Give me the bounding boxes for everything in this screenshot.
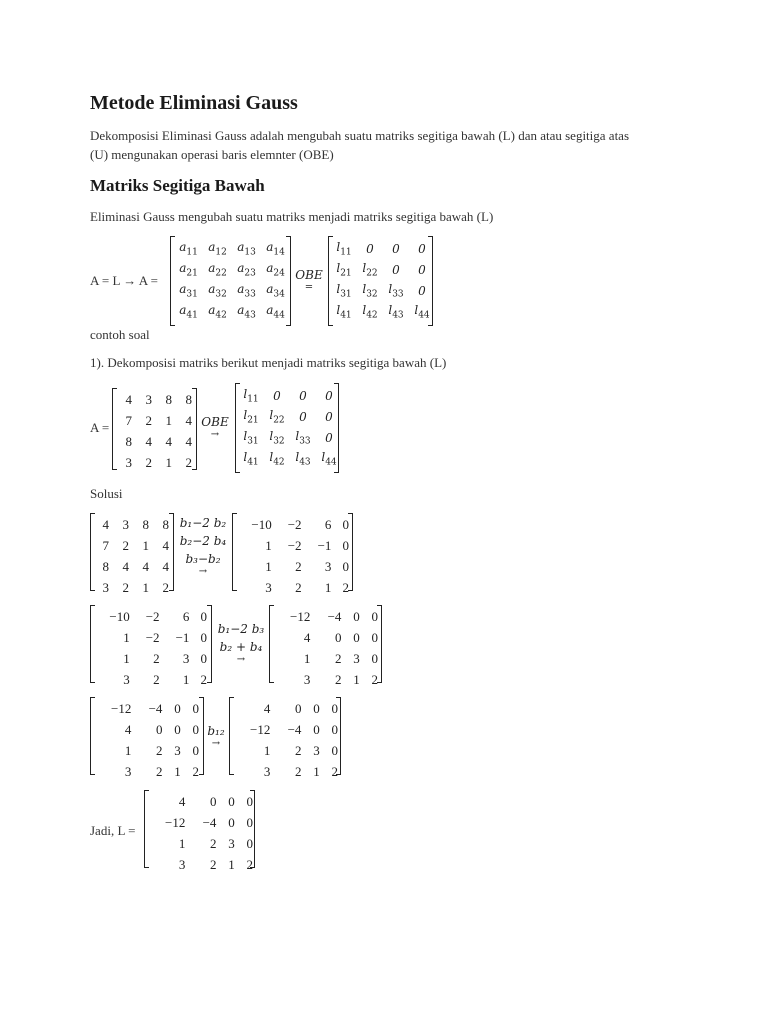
step3-result-right-bracket [336, 697, 341, 775]
intro-line-1: Dekomposisi Eliminasi Gauss adalah mengubah suatu matriks segitiga bawah (L) dan atau segitiga atas [90, 128, 630, 143]
matrix-cell: 8 [142, 516, 149, 532]
matrix-row [93, 606, 211, 627]
matrix-cell: 1 [142, 579, 149, 595]
matrix-row [232, 740, 342, 761]
matrix-cell: 1 [324, 579, 332, 595]
step3-result-matrix [232, 698, 342, 782]
matrix-cell: 1 [265, 558, 272, 574]
matrix-cell: −1 [175, 629, 190, 645]
matrix-cell: 0 [246, 835, 253, 851]
matrix-cell: 2 [294, 763, 302, 779]
step1-op-3: b₃−b₂ [185, 552, 221, 566]
matrix-cell: 2 [185, 454, 192, 470]
matrix-cell: 4 [162, 537, 169, 553]
matrix-row [147, 854, 257, 875]
matrix-cell: 1 [165, 412, 172, 428]
matrix-cell: 2 [145, 412, 152, 428]
matrix-cell: −4 [202, 814, 217, 830]
matrix-cell: 0 [331, 700, 338, 716]
step2-op-1: b₁−2 b₃ [217, 622, 265, 636]
matrix-cell: 2 [294, 742, 302, 758]
matrix-A-right-bracket [192, 388, 197, 470]
step1-left-matrix-right-bracket [169, 513, 174, 591]
matrix-row [93, 627, 211, 648]
matrix-cell: 2 [145, 454, 152, 470]
matrix-cell: 0 [371, 608, 378, 624]
matrix-cell: 3 [123, 671, 130, 687]
matrix-cell: −1 [317, 537, 332, 553]
equation-2-prefix: A = [90, 420, 110, 435]
step1-result-matrix [235, 514, 353, 598]
matrix-cell: 0 [246, 814, 253, 830]
matrix-cell: 2 [209, 856, 217, 872]
matrix-row [235, 577, 353, 598]
step2-op-2: b₂ + b₄ [219, 640, 263, 654]
jadi-label: Jadi, L = [90, 823, 136, 838]
matrix-cell: 0 [342, 558, 349, 574]
matrix-cell: 1 [182, 671, 190, 687]
matrix-cell: 0 [200, 629, 207, 645]
matrix-A [116, 389, 196, 473]
matrix-cell: 4 [124, 721, 132, 737]
matrix-cell: 2 [155, 763, 163, 779]
matrix-cell: 2 [342, 579, 349, 595]
solusi-label: Solusi [90, 486, 123, 501]
matrix-cell: 4 [303, 629, 311, 645]
obe-operator-1: OBE = [295, 268, 323, 293]
matrix-cell: 2 [122, 537, 129, 553]
matrix-cell: 4 [165, 433, 172, 449]
matrix-cell: −12 [111, 700, 132, 716]
matrix-cell: 0 [192, 700, 199, 716]
matrix-cell: 3 [124, 763, 132, 779]
matrix-cell: 1 [123, 650, 130, 666]
step2-result-matrix [272, 606, 382, 690]
matrix-cell: 1 [263, 742, 271, 758]
step3-source-matrix [93, 698, 203, 782]
matrix-cell: −10 [251, 516, 272, 532]
matrix-cell: 0 [313, 700, 320, 716]
matrix-cell: 3 [324, 558, 332, 574]
matrix-cell: 2 [334, 671, 342, 687]
matrix-cell: 1 [174, 763, 181, 779]
matrix-cell: 2 [155, 742, 163, 758]
matrix-cell: −12 [290, 608, 311, 624]
matrix-cell: 0 [192, 742, 199, 758]
matrix-cell: 3 [265, 579, 272, 595]
matrix-l-target: $l_{11}$ 0 0 0 $l_{21}$ $l_{22}$ 0 0 $l_{31}$ $l_{32}$ $l_{33}$ 0 $l_{41}$ $l_{42}$ $l_{43}$ $l_{44}$ [243, 386, 337, 468]
matrix-cell: 6 [324, 516, 332, 532]
matrix-cell: 4 [185, 433, 192, 449]
matrix-cell: 8 [102, 558, 109, 574]
matrix-cell: 8 [185, 391, 192, 407]
matrix-row [93, 535, 173, 556]
matrix-cell: 0 [228, 814, 235, 830]
matrix-row [232, 719, 342, 740]
matrix-cell: 2 [295, 579, 302, 595]
matrix-cell: 4 [142, 558, 149, 574]
matrix-cell: 1 [303, 650, 311, 666]
matrix-cell: 4 [145, 433, 152, 449]
matrix-row [147, 833, 257, 854]
matrix-cell: 4 [122, 558, 129, 574]
step3-operations: b₁₂ → [204, 722, 228, 748]
matrix-row [93, 648, 211, 669]
matrix-cell: −12 [250, 721, 271, 737]
matrix-cell: 8 [162, 516, 169, 532]
equation-1-prefix: A = L → A = [90, 273, 158, 288]
matrix-cell: 1 [228, 856, 235, 872]
matrix-cell: 3 [122, 516, 129, 532]
matrix-cell: 6 [182, 608, 190, 624]
matrix-cell: 4 [102, 516, 109, 532]
matrix-cell: 0 [155, 721, 163, 737]
matrix-cell: 3 [145, 391, 152, 407]
matrix-cell: 0 [342, 516, 349, 532]
matrix-l2-right-bracket [334, 383, 339, 473]
matrix-cell: 2 [209, 835, 217, 851]
matrix-cell: 4 [263, 700, 271, 716]
matrix-cell: 2 [246, 856, 253, 872]
matrix-cell: 2 [334, 650, 342, 666]
matrix-cell: 0 [209, 793, 217, 809]
step1-source-matrix [93, 514, 173, 598]
step3-op-1: b₁₂ [207, 724, 225, 738]
matrix-row [235, 556, 353, 577]
matrix-cell: 0 [294, 700, 302, 716]
matrix-l-general: $l_{11}$ 0 0 0 $l_{21}$ $l_{22}$ 0 0 $l_{31}$ $l_{32}$ $l_{33}$ 0 $l_{41}$ $l_{42}$ $l_{43}$ $l_{44}$ [336, 239, 430, 321]
matrix-cell: 1 [353, 671, 360, 687]
matrix-row [232, 698, 342, 719]
matrix-cell: 0 [174, 700, 181, 716]
problem-statement: 1). Dekomposisi matriks berikut menjadi matriks segitiga bawah (L) [90, 355, 447, 370]
matrix-row [272, 627, 382, 648]
matrix-cell: −2 [145, 608, 160, 624]
matrix-a-general: $a_{11}$ $a_{12}$ $a_{13}$ $a_{14}$ $a_{21}$ $a_{22}$ $a_{23}$ $a_{24}$ $a_{31}$ $a_{32}$ $a_{33}$ $a_{34}$ $a_{41}$ $a_{42}$ $a_{43}$ $a_{44}$ [179, 239, 285, 321]
matrix-row [116, 452, 196, 473]
step2-source-right-bracket [207, 605, 212, 683]
matrix-cell: 0 [228, 793, 235, 809]
matrix-cell: 3 [303, 671, 311, 687]
final-matrix-L [147, 791, 257, 875]
matrix-cell: 0 [246, 793, 253, 809]
matrix-cell: 2 [122, 579, 129, 595]
matrix-cell: 1 [265, 537, 272, 553]
matrix-cell: −4 [327, 608, 342, 624]
step1-op-1: b₁−2 b₂ [179, 516, 227, 530]
page-title: Metode Eliminasi Gauss [90, 92, 298, 114]
matrix-cell: 0 [371, 629, 378, 645]
matrix-cell: 0 [353, 629, 360, 645]
matrix-cell: −2 [287, 516, 302, 532]
matrix-cell: −2 [287, 537, 302, 553]
matrix-row [232, 761, 342, 782]
matrix-cell: 2 [162, 579, 169, 595]
matrix-cell: 2 [200, 671, 207, 687]
matrix-cell: −2 [145, 629, 160, 645]
matrix-cell: 2 [295, 558, 302, 574]
matrix-cell: 3 [178, 856, 186, 872]
matrix-cell: 1 [123, 629, 130, 645]
matrix-row [93, 761, 203, 782]
matrix-cell: 0 [331, 742, 338, 758]
matrix-cell: 4 [162, 558, 169, 574]
matrix-cell: 3 [263, 763, 271, 779]
matrix-row [272, 669, 382, 690]
matrix-cell: 2 [153, 671, 160, 687]
matrix-row [93, 740, 203, 761]
matrix-cell: 0 [353, 608, 360, 624]
section-description: Eliminasi Gauss mengubah suatu matriks menjadi matriks segitiga bawah (L) [90, 209, 494, 224]
matrix-cell: 1 [142, 537, 149, 553]
matrix-cell: 0 [192, 721, 199, 737]
matrix-cell: −12 [165, 814, 186, 830]
matrix-cell: 3 [182, 650, 190, 666]
step2-source-matrix [93, 606, 211, 690]
final-right-bracket [250, 790, 255, 868]
matrix-cell: 0 [313, 721, 320, 737]
matrix-row [116, 431, 196, 452]
matrix-cell: 7 [125, 412, 132, 428]
matrix-cell: 3 [125, 454, 132, 470]
matrix-row [93, 698, 203, 719]
matrix-cell: 1 [313, 763, 320, 779]
matrix-cell: 4 [125, 391, 132, 407]
matrix-cell: 1 [124, 742, 132, 758]
obe-label-2: OBE [201, 415, 229, 429]
matrix-cell: 0 [174, 721, 181, 737]
matrix-cell: 4 [185, 412, 192, 428]
step2-operations: b₁−2 b₃ b₂ + b₄ → [214, 620, 268, 664]
matrix-row [93, 719, 203, 740]
matrix-cell: 3 [102, 579, 109, 595]
matrix-row [93, 669, 211, 690]
step2-result-right-bracket [377, 605, 382, 683]
matrix-cell: 0 [331, 721, 338, 737]
matrix-cell: 1 [178, 835, 186, 851]
matrix-row [235, 535, 353, 556]
matrix-cell: 0 [200, 608, 207, 624]
matrix-cell: 8 [165, 391, 172, 407]
matrix-cell: 1 [165, 454, 172, 470]
matrix-cell: 4 [178, 793, 186, 809]
matrix-row [147, 812, 257, 833]
matrix-cell: 3 [174, 742, 181, 758]
matrix-cell: 2 [331, 763, 338, 779]
matrix-cell: 7 [102, 537, 109, 553]
matrix-cell: 0 [371, 650, 378, 666]
matrix-row [272, 648, 382, 669]
matrix-row [116, 389, 196, 410]
matrix-row [93, 556, 173, 577]
matrix-cell: 0 [200, 650, 207, 666]
matrix-row [93, 577, 173, 598]
step1-operations: b₁−2 b₂ b₂−2 b₄ b₃−b₂ → [176, 514, 230, 576]
step1-result-right-bracket [348, 513, 353, 591]
obe-label-1: OBE [295, 268, 323, 282]
matrix-cell: −4 [287, 721, 302, 737]
matrix-cell: 3 [353, 650, 360, 666]
step1-op-2: b₂−2 b₄ [179, 534, 227, 548]
matrix-row [147, 791, 257, 812]
intro-line-2: (U) mengunakan operasi baris elemnter (OBE) [90, 147, 334, 162]
matrix-cell: −4 [148, 700, 163, 716]
matrix-row [235, 514, 353, 535]
contoh-soal: contoh soal [90, 327, 150, 342]
matrix-cell: 0 [334, 629, 342, 645]
matrix-row [93, 514, 173, 535]
matrix-a-right-bracket [286, 236, 291, 326]
matrix-cell: 2 [153, 650, 160, 666]
matrix-cell: 3 [313, 742, 320, 758]
matrix-cell: 8 [125, 433, 132, 449]
matrix-cell: 2 [371, 671, 378, 687]
section-title: Matriks Segitiga Bawah [90, 176, 265, 195]
matrix-cell: 2 [192, 763, 199, 779]
matrix-cell: −10 [109, 608, 130, 624]
obe-operator-2: OBE → [201, 415, 229, 440]
matrix-cell: 3 [228, 835, 235, 851]
matrix-cell: 0 [342, 537, 349, 553]
matrix-row [116, 410, 196, 431]
matrix-l-right-bracket [428, 236, 433, 326]
matrix-row [272, 606, 382, 627]
